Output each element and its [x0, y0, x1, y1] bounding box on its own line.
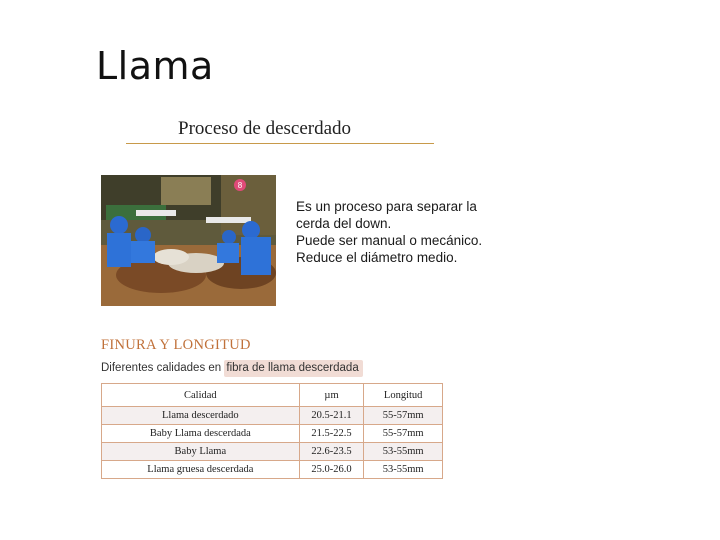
- cell-micron: 20.5-21.1: [299, 407, 364, 425]
- table-row: [102, 407, 443, 425]
- subtitle-highlight: fibra de llama descerdada: [224, 360, 362, 377]
- cell-micron: 21.5-22.5: [299, 425, 364, 443]
- cell-calidad: Llama descerdado: [102, 407, 300, 425]
- dehairing-photo: [101, 175, 276, 306]
- table-subtitle: [101, 362, 363, 374]
- table-row: [102, 443, 443, 461]
- cell-calidad: Baby Llama descerdada: [102, 425, 300, 443]
- subtitle-text: Diferentes calidades en: [101, 362, 225, 374]
- header-calidad: Calidad: [102, 384, 300, 407]
- cell-longitud: 55-57mm: [364, 407, 443, 425]
- cell-micron: 25.0-26.0: [299, 461, 364, 479]
- description-line: Es un proceso para separar la: [296, 199, 477, 214]
- quality-table: [101, 383, 443, 479]
- photo-badge: 8: [237, 181, 243, 190]
- finura-heading: FINURA Y LONGITUD: [101, 337, 251, 353]
- cell-longitud: 55-57mm: [364, 425, 443, 443]
- description-line: cerda del down.: [296, 216, 392, 231]
- description-line: Reduce el diámetro medio.: [296, 250, 458, 265]
- cell-calidad: Baby Llama: [102, 443, 300, 461]
- heading-rule: [126, 143, 434, 144]
- header-micron: µm: [299, 384, 364, 407]
- cell-longitud: 53-55mm: [364, 443, 443, 461]
- section-heading: Proceso de descerdado: [178, 118, 352, 139]
- workers-image: [101, 175, 276, 306]
- description-line: Puede ser manual o mecánico.: [296, 233, 483, 248]
- table-row: [102, 425, 443, 443]
- table-row: [102, 461, 443, 479]
- process-description: [296, 198, 526, 266]
- table-header-row: [102, 384, 443, 407]
- cell-longitud: 53-55mm: [364, 461, 443, 479]
- cell-micron: 22.6-23.5: [299, 443, 364, 461]
- cell-calidad: Llama gruesa descerdada: [102, 461, 300, 479]
- header-longitud: Longitud: [364, 384, 443, 407]
- slide-title: Llama: [96, 44, 214, 88]
